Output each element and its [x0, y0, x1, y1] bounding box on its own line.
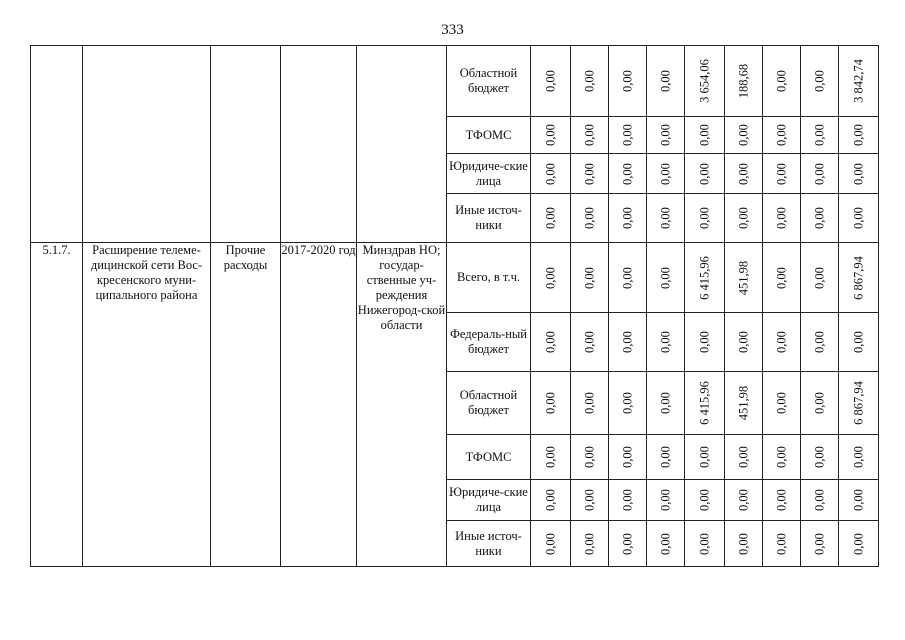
table-row — [31, 46, 879, 117]
value-cell — [763, 243, 801, 313]
value-text: 0,00 — [812, 266, 826, 289]
value-cell — [531, 313, 571, 372]
value-text: 0,00 — [774, 162, 788, 185]
value-cell — [609, 372, 647, 435]
period-cell — [281, 46, 357, 243]
value-cell — [571, 372, 609, 435]
responsible-cell — [357, 46, 447, 243]
value-cell — [609, 313, 647, 372]
value-text: 0,00 — [774, 446, 788, 468]
value-text: 0,00 — [582, 266, 596, 289]
value-cell — [685, 117, 725, 154]
value-text: 0,00 — [812, 446, 826, 468]
value-cell — [725, 480, 763, 521]
value-cell — [725, 154, 763, 194]
item-number-cell — [31, 46, 83, 243]
value-text: 0,00 — [543, 266, 557, 289]
value-text: 0,00 — [543, 207, 557, 229]
value-text: 0,00 — [812, 207, 826, 229]
value-cell — [839, 117, 879, 154]
value-text: 0,00 — [851, 124, 865, 146]
value-cell — [801, 46, 839, 117]
value-text: 6 867,94 — [851, 381, 865, 425]
value-cell — [801, 154, 839, 194]
value-cell — [531, 117, 571, 154]
funding-source-cell: ТФОМС — [447, 117, 531, 154]
value-text: 0,00 — [658, 70, 672, 92]
value-cell — [647, 435, 685, 480]
value-text: 0,00 — [582, 162, 596, 185]
value-cell — [839, 521, 879, 567]
value-cell — [725, 372, 763, 435]
value-cell — [725, 435, 763, 480]
value-text: 0,00 — [697, 532, 711, 555]
value-text: 0,00 — [582, 70, 596, 92]
table-row — [31, 243, 879, 313]
value-text: 0,00 — [658, 207, 672, 229]
value-text: 0,00 — [736, 124, 750, 146]
value-text: 0,00 — [697, 162, 711, 185]
value-cell — [685, 313, 725, 372]
value-cell — [801, 243, 839, 313]
value-text: 0,00 — [620, 70, 634, 92]
value-text: 0,00 — [582, 489, 596, 511]
value-text: 0,00 — [812, 124, 826, 146]
value-cell — [609, 521, 647, 567]
value-text: 3 654,06 — [697, 59, 711, 103]
value-text: 451,98 — [736, 260, 750, 295]
value-cell — [763, 194, 801, 243]
value-cell — [839, 154, 879, 194]
value-text: 0,00 — [543, 446, 557, 468]
value-text: 0,00 — [736, 331, 750, 353]
value-cell — [801, 521, 839, 567]
value-text: 0,00 — [812, 162, 826, 185]
funding-source-cell: Областной бюджет — [447, 372, 531, 435]
value-text: 0,00 — [543, 124, 557, 146]
value-cell — [763, 521, 801, 567]
value-cell — [647, 313, 685, 372]
value-cell — [571, 435, 609, 480]
value-text: 0,00 — [774, 70, 788, 92]
value-cell — [685, 46, 725, 117]
value-cell — [609, 117, 647, 154]
value-cell — [839, 194, 879, 243]
value-text: 0,00 — [697, 124, 711, 146]
budget-table — [30, 45, 879, 567]
value-text: 0,00 — [620, 392, 634, 414]
value-cell — [725, 243, 763, 313]
value-text: 0,00 — [851, 162, 865, 185]
value-cell — [531, 435, 571, 480]
value-cell — [609, 435, 647, 480]
value-text: 0,00 — [774, 207, 788, 229]
value-text: 0,00 — [543, 162, 557, 185]
value-text: 0,00 — [774, 489, 788, 511]
value-cell — [647, 46, 685, 117]
funding-source-cell: Всего, в т.ч. — [447, 243, 531, 313]
funding-source-cell: Областной бюджет — [447, 46, 531, 117]
value-cell — [763, 435, 801, 480]
value-cell — [609, 480, 647, 521]
value-cell — [647, 372, 685, 435]
item-number-cell: 5.1.7. — [31, 243, 83, 567]
value-cell — [839, 480, 879, 521]
value-text: 0,00 — [620, 207, 634, 229]
value-text: 0,00 — [812, 489, 826, 511]
value-text: 6 867,94 — [851, 255, 865, 300]
value-cell — [531, 372, 571, 435]
value-cell — [531, 154, 571, 194]
value-cell — [647, 480, 685, 521]
value-cell — [801, 435, 839, 480]
value-text: 0,00 — [736, 489, 750, 511]
value-text: 188,68 — [736, 63, 750, 99]
value-text: 0,00 — [736, 532, 750, 555]
value-cell — [571, 480, 609, 521]
value-cell — [531, 46, 571, 117]
value-cell — [801, 117, 839, 154]
value-text: 0,00 — [582, 532, 596, 555]
value-cell — [839, 313, 879, 372]
value-cell — [609, 243, 647, 313]
value-cell — [531, 243, 571, 313]
value-cell — [763, 117, 801, 154]
value-cell — [571, 521, 609, 567]
value-cell — [725, 194, 763, 243]
value-cell — [839, 435, 879, 480]
value-text: 0,00 — [620, 124, 634, 146]
value-cell — [685, 480, 725, 521]
value-text: 0,00 — [658, 266, 672, 289]
value-text: 0,00 — [543, 392, 557, 414]
value-text: 0,00 — [658, 124, 672, 146]
value-text: 451,98 — [736, 385, 750, 421]
value-cell — [763, 372, 801, 435]
value-text: 0,00 — [620, 266, 634, 289]
value-text: 0,00 — [736, 446, 750, 468]
value-cell — [609, 154, 647, 194]
value-cell — [571, 154, 609, 194]
funding-source-cell: Иные источ-ники — [447, 521, 531, 567]
expense-type-cell: Прочие расходы — [211, 243, 281, 567]
value-cell — [609, 46, 647, 117]
value-cell — [647, 194, 685, 243]
value-text: 0,00 — [774, 124, 788, 146]
value-text: 0,00 — [658, 446, 672, 468]
value-cell — [801, 372, 839, 435]
value-cell — [571, 46, 609, 117]
value-cell — [839, 46, 879, 117]
value-text: 0,00 — [697, 207, 711, 229]
value-text: 0,00 — [543, 70, 557, 92]
value-text: 0,00 — [812, 532, 826, 555]
value-text: 0,00 — [812, 392, 826, 414]
value-cell — [647, 521, 685, 567]
value-text: 0,00 — [620, 331, 634, 353]
responsible-cell: Минздрав НО; государ-ственные уч-реждения Нижегород-ской области — [357, 243, 447, 567]
value-text: 0,00 — [658, 392, 672, 414]
value-cell — [725, 521, 763, 567]
value-text: 0,00 — [620, 446, 634, 468]
value-cell — [763, 154, 801, 194]
value-cell — [647, 243, 685, 313]
value-cell — [801, 313, 839, 372]
value-text: 0,00 — [851, 207, 865, 229]
value-text: 3 842,74 — [851, 59, 865, 103]
value-text: 0,00 — [620, 162, 634, 185]
period-cell: 2017-2020 год — [281, 243, 357, 567]
value-text: 0,00 — [851, 489, 865, 511]
value-text: 0,00 — [658, 489, 672, 511]
value-text: 0,00 — [582, 331, 596, 353]
value-text: 0,00 — [620, 489, 634, 511]
value-text: 0,00 — [697, 489, 711, 511]
value-cell — [531, 480, 571, 521]
value-cell — [571, 194, 609, 243]
value-text: 0,00 — [736, 162, 750, 185]
item-name-cell: Расширение телеме-дицинской сети Вос-кресенского муни-ципального района — [83, 243, 211, 567]
value-cell — [531, 194, 571, 243]
value-cell — [685, 521, 725, 567]
value-text: 0,00 — [620, 532, 634, 555]
value-text: 0,00 — [543, 489, 557, 511]
expense-type-cell — [211, 46, 281, 243]
value-cell — [571, 243, 609, 313]
value-text: 0,00 — [582, 392, 596, 414]
value-cell — [685, 194, 725, 243]
value-cell — [763, 46, 801, 117]
value-text: 0,00 — [658, 162, 672, 185]
value-text: 0,00 — [582, 446, 596, 468]
value-text: 6 415,96 — [697, 255, 711, 300]
value-text: 0,00 — [697, 446, 711, 468]
value-text: 0,00 — [736, 207, 750, 229]
value-cell — [647, 154, 685, 194]
value-cell — [685, 243, 725, 313]
value-cell — [571, 313, 609, 372]
value-text: 0,00 — [697, 331, 711, 353]
value-cell — [647, 117, 685, 154]
value-cell — [685, 372, 725, 435]
value-text: 0,00 — [851, 532, 865, 555]
funding-source-cell: Иные источ-ники — [447, 194, 531, 243]
funding-source-cell: Юридиче-ские лица — [447, 154, 531, 194]
value-cell — [801, 480, 839, 521]
table-body — [31, 46, 879, 567]
value-cell — [725, 46, 763, 117]
value-cell — [725, 117, 763, 154]
value-cell — [763, 480, 801, 521]
page-number: 333 — [441, 22, 464, 38]
value-text: 0,00 — [543, 331, 557, 353]
value-text: 0,00 — [658, 532, 672, 555]
value-cell — [531, 521, 571, 567]
value-cell — [839, 372, 879, 435]
funding-source-cell: Юридиче-ские лица — [447, 480, 531, 521]
value-cell — [725, 313, 763, 372]
value-text: 0,00 — [774, 392, 788, 414]
value-cell — [609, 194, 647, 243]
value-cell — [763, 313, 801, 372]
funding-source-cell: ТФОМС — [447, 435, 531, 480]
value-text: 0,00 — [543, 532, 557, 555]
funding-source-cell: Федераль-ный бюджет — [447, 313, 531, 372]
value-text: 0,00 — [774, 331, 788, 353]
value-text: 0,00 — [851, 446, 865, 468]
value-text: 0,00 — [582, 124, 596, 146]
value-cell — [685, 435, 725, 480]
value-text: 0,00 — [812, 70, 826, 92]
value-text: 6 415,96 — [697, 381, 711, 425]
value-cell — [801, 194, 839, 243]
value-cell — [685, 154, 725, 194]
value-text: 0,00 — [582, 207, 596, 229]
value-text: 0,00 — [812, 331, 826, 353]
value-text: 0,00 — [658, 331, 672, 353]
value-cell — [839, 243, 879, 313]
item-name-cell — [83, 46, 211, 243]
value-text: 0,00 — [774, 266, 788, 289]
value-text: 0,00 — [851, 331, 865, 353]
value-text: 0,00 — [774, 532, 788, 555]
value-cell — [571, 117, 609, 154]
